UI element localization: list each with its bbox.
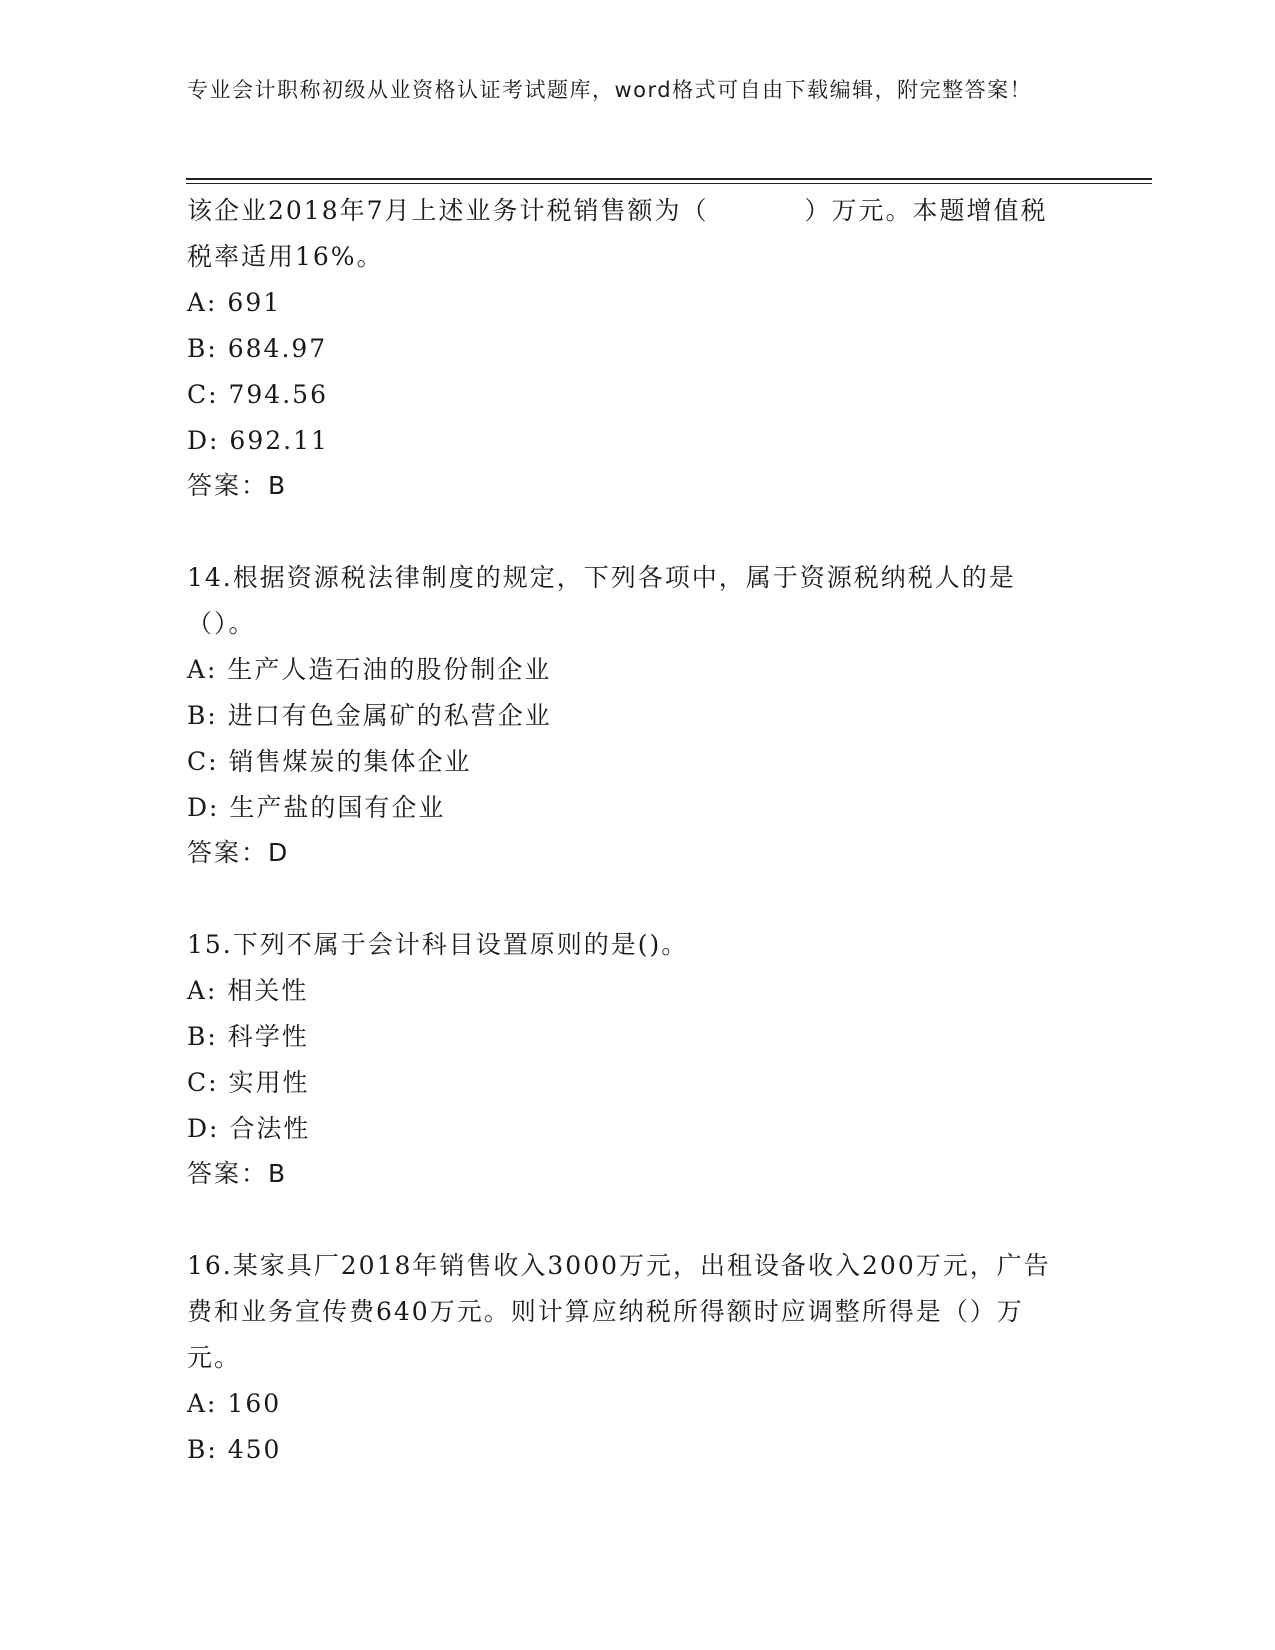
question-stem: 16.某家具厂2018年销售收入3000万元，出租设备收入200万元，广告费和业务宣传费640万元。则计算应纳税所得额时应调整所得是（）万元。	[187, 1251, 1051, 1372]
option-b: B: 684.97	[187, 334, 328, 363]
option-d: D: 生产盐的国有企业	[187, 793, 446, 822]
option-a: A: 691	[187, 288, 282, 317]
option-c: C: 销售煤炭的集体企业	[187, 747, 472, 776]
answer-line: 答案：B	[187, 1159, 288, 1188]
option-a: A: 160	[187, 1389, 282, 1418]
option-b: B: 进口有色金属矿的私营企业	[187, 701, 552, 730]
question-15	[187, 922, 1067, 1196]
header-divider-thick	[186, 178, 1152, 180]
question-stem: 14.根据资源税法律制度的规定，下列各项中，属于资源税纳税人的是（）。	[187, 563, 1016, 638]
document-header	[187, 74, 1067, 106]
question-list	[187, 188, 1067, 1473]
option-b: B: 450	[187, 1435, 282, 1464]
header-title: 专业会计职称初级从业资格认证考试题库，word格式可自由下载编辑，附完整答案！	[187, 78, 1033, 102]
question-stem-part2: ）万元。本题增值税税率适用16%。	[187, 196, 1048, 271]
option-d: D: 692.11	[187, 426, 329, 455]
option-a: A: 生产人造石油的股份制企业	[187, 655, 552, 684]
header-divider-thin	[186, 183, 1152, 184]
option-c: C: 794.56	[187, 380, 328, 409]
option-a: A: 相关性	[187, 976, 309, 1005]
option-c: C: 实用性	[187, 1068, 310, 1097]
question-13-continued	[187, 188, 1067, 508]
option-b: B: 科学性	[187, 1022, 309, 1051]
option-d: D: 合法性	[187, 1114, 311, 1143]
answer-line: 答案：D	[187, 838, 290, 867]
question-16	[187, 1243, 1067, 1473]
question-stem-part1: 该企业2018年7月上述业务计税销售额为（	[187, 196, 709, 225]
question-14	[187, 555, 1067, 875]
question-stem	[187, 188, 1067, 280]
answer-line: 答案：B	[187, 471, 288, 500]
question-stem: 15.下列不属于会计科目设置原则的是()。	[187, 930, 689, 959]
